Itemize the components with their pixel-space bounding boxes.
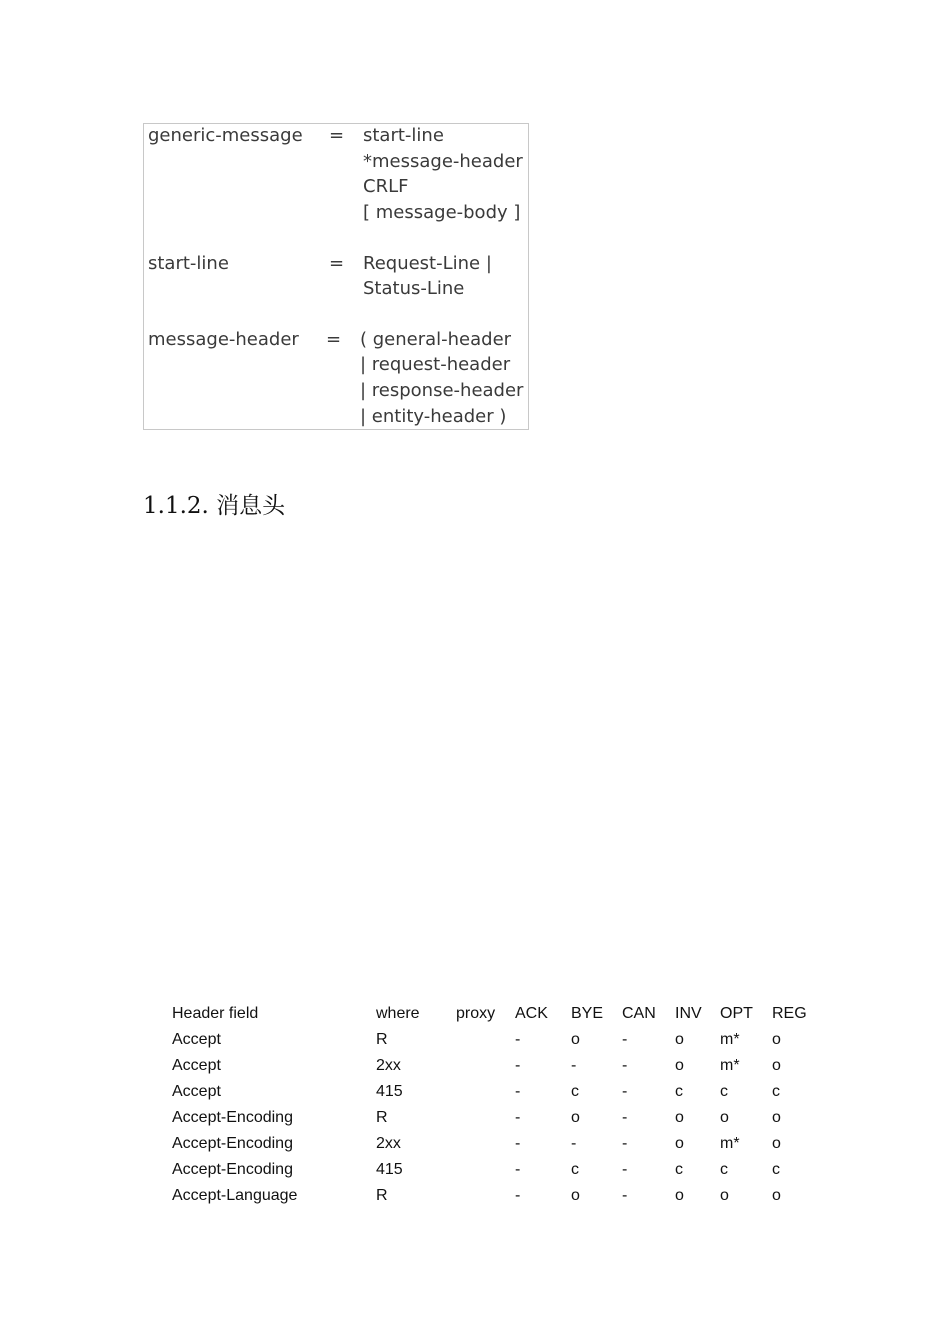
table-cell: Accept bbox=[172, 1031, 221, 1048]
rule-operator: = bbox=[329, 253, 345, 274]
table-cell: Accept bbox=[172, 1083, 221, 1100]
table-cell: - bbox=[515, 1109, 521, 1126]
table-cell: - bbox=[571, 1135, 577, 1152]
rule-line: | request-header bbox=[360, 354, 511, 375]
table-cell: - bbox=[622, 1135, 628, 1152]
column-header: INV bbox=[675, 1005, 702, 1022]
table-cell: - bbox=[515, 1135, 521, 1152]
table-header-row bbox=[172, 1005, 832, 1027]
table-row bbox=[172, 1135, 832, 1157]
table-cell: o bbox=[675, 1135, 684, 1152]
column-header: REG bbox=[772, 1005, 807, 1022]
table-cell: - bbox=[622, 1083, 628, 1100]
table-row bbox=[172, 1083, 832, 1105]
table-cell: c bbox=[675, 1083, 683, 1100]
table-cell: o bbox=[571, 1109, 580, 1126]
table-cell: 415 bbox=[376, 1083, 403, 1100]
table-row bbox=[172, 1057, 832, 1079]
rule-operator: = bbox=[326, 329, 342, 350]
rule-line: Request-Line | bbox=[363, 253, 492, 274]
rule-name-message-header: message-header bbox=[148, 329, 299, 350]
rule-operator: = bbox=[329, 125, 345, 146]
rule-line: | response-header bbox=[360, 380, 524, 401]
rule-line: *message-header bbox=[363, 151, 523, 172]
table-cell: o bbox=[675, 1031, 684, 1048]
table-cell: - bbox=[622, 1187, 628, 1204]
table-cell: m* bbox=[720, 1057, 740, 1074]
table-row bbox=[172, 1187, 832, 1209]
table-cell: - bbox=[622, 1057, 628, 1074]
table-cell: - bbox=[622, 1031, 628, 1048]
table-cell: R bbox=[376, 1187, 388, 1204]
table-cell: o bbox=[675, 1187, 684, 1204]
rule-line: start-line bbox=[363, 125, 444, 146]
table-cell: - bbox=[515, 1083, 521, 1100]
section-heading: 1.1.2. 消息头 bbox=[143, 493, 286, 519]
table-cell: c bbox=[720, 1161, 728, 1178]
table-cell: Accept bbox=[172, 1057, 221, 1074]
column-header: proxy bbox=[456, 1005, 496, 1022]
table-cell: o bbox=[675, 1057, 684, 1074]
table-cell: - bbox=[515, 1187, 521, 1204]
table-cell: 415 bbox=[376, 1161, 403, 1178]
table-cell: o bbox=[720, 1109, 729, 1126]
column-header: CAN bbox=[622, 1005, 656, 1022]
table-cell: Accept-Language bbox=[172, 1187, 298, 1204]
table-cell: c bbox=[571, 1083, 579, 1100]
table-cell: o bbox=[772, 1135, 781, 1152]
table-cell: o bbox=[675, 1109, 684, 1126]
table-cell: o bbox=[571, 1031, 580, 1048]
column-header: OPT bbox=[720, 1005, 753, 1022]
table-cell: o bbox=[772, 1031, 781, 1048]
table-cell: o bbox=[772, 1187, 781, 1204]
rule-line: ( general-header bbox=[360, 329, 512, 350]
table-cell: - bbox=[515, 1031, 521, 1048]
column-header: BYE bbox=[571, 1005, 604, 1022]
rule-line: | entity-header ) bbox=[360, 406, 507, 427]
table-cell: - bbox=[515, 1057, 521, 1074]
rule-name-start-line: start-line bbox=[148, 253, 229, 274]
table-cell: m* bbox=[720, 1031, 740, 1048]
column-header: Header field bbox=[172, 1005, 259, 1022]
table-cell: Accept-Encoding bbox=[172, 1161, 293, 1178]
table-row bbox=[172, 1109, 832, 1131]
table-cell: Accept-Encoding bbox=[172, 1135, 293, 1152]
table-cell: - bbox=[622, 1161, 628, 1178]
table-cell: c bbox=[772, 1161, 780, 1178]
table-cell: o bbox=[571, 1187, 580, 1204]
table-cell: Accept-Encoding bbox=[172, 1109, 293, 1126]
table-row bbox=[172, 1031, 832, 1053]
table-row bbox=[172, 1161, 832, 1183]
table-cell: R bbox=[376, 1031, 388, 1048]
table-cell: c bbox=[571, 1161, 579, 1178]
table-cell: - bbox=[622, 1109, 628, 1126]
grammar-box bbox=[143, 123, 529, 430]
table-cell: c bbox=[772, 1083, 780, 1100]
table-cell: c bbox=[720, 1083, 728, 1100]
table-cell: o bbox=[720, 1187, 729, 1204]
table-cell: c bbox=[675, 1161, 683, 1178]
table-cell: 2xx bbox=[376, 1057, 401, 1074]
table-cell: 2xx bbox=[376, 1135, 401, 1152]
column-header: ACK bbox=[515, 1005, 548, 1022]
table-cell: o bbox=[772, 1057, 781, 1074]
rule-line: CRLF bbox=[363, 176, 409, 197]
rule-name-generic-message: generic-message bbox=[148, 125, 303, 146]
rule-line: [ message-body ] bbox=[363, 202, 521, 223]
table-cell: R bbox=[376, 1109, 388, 1126]
table-cell: m* bbox=[720, 1135, 740, 1152]
table-cell: - bbox=[515, 1161, 521, 1178]
table-cell: o bbox=[772, 1109, 781, 1126]
table-cell: - bbox=[571, 1057, 577, 1074]
rule-line: Status-Line bbox=[363, 278, 465, 299]
column-header: where bbox=[376, 1005, 420, 1022]
